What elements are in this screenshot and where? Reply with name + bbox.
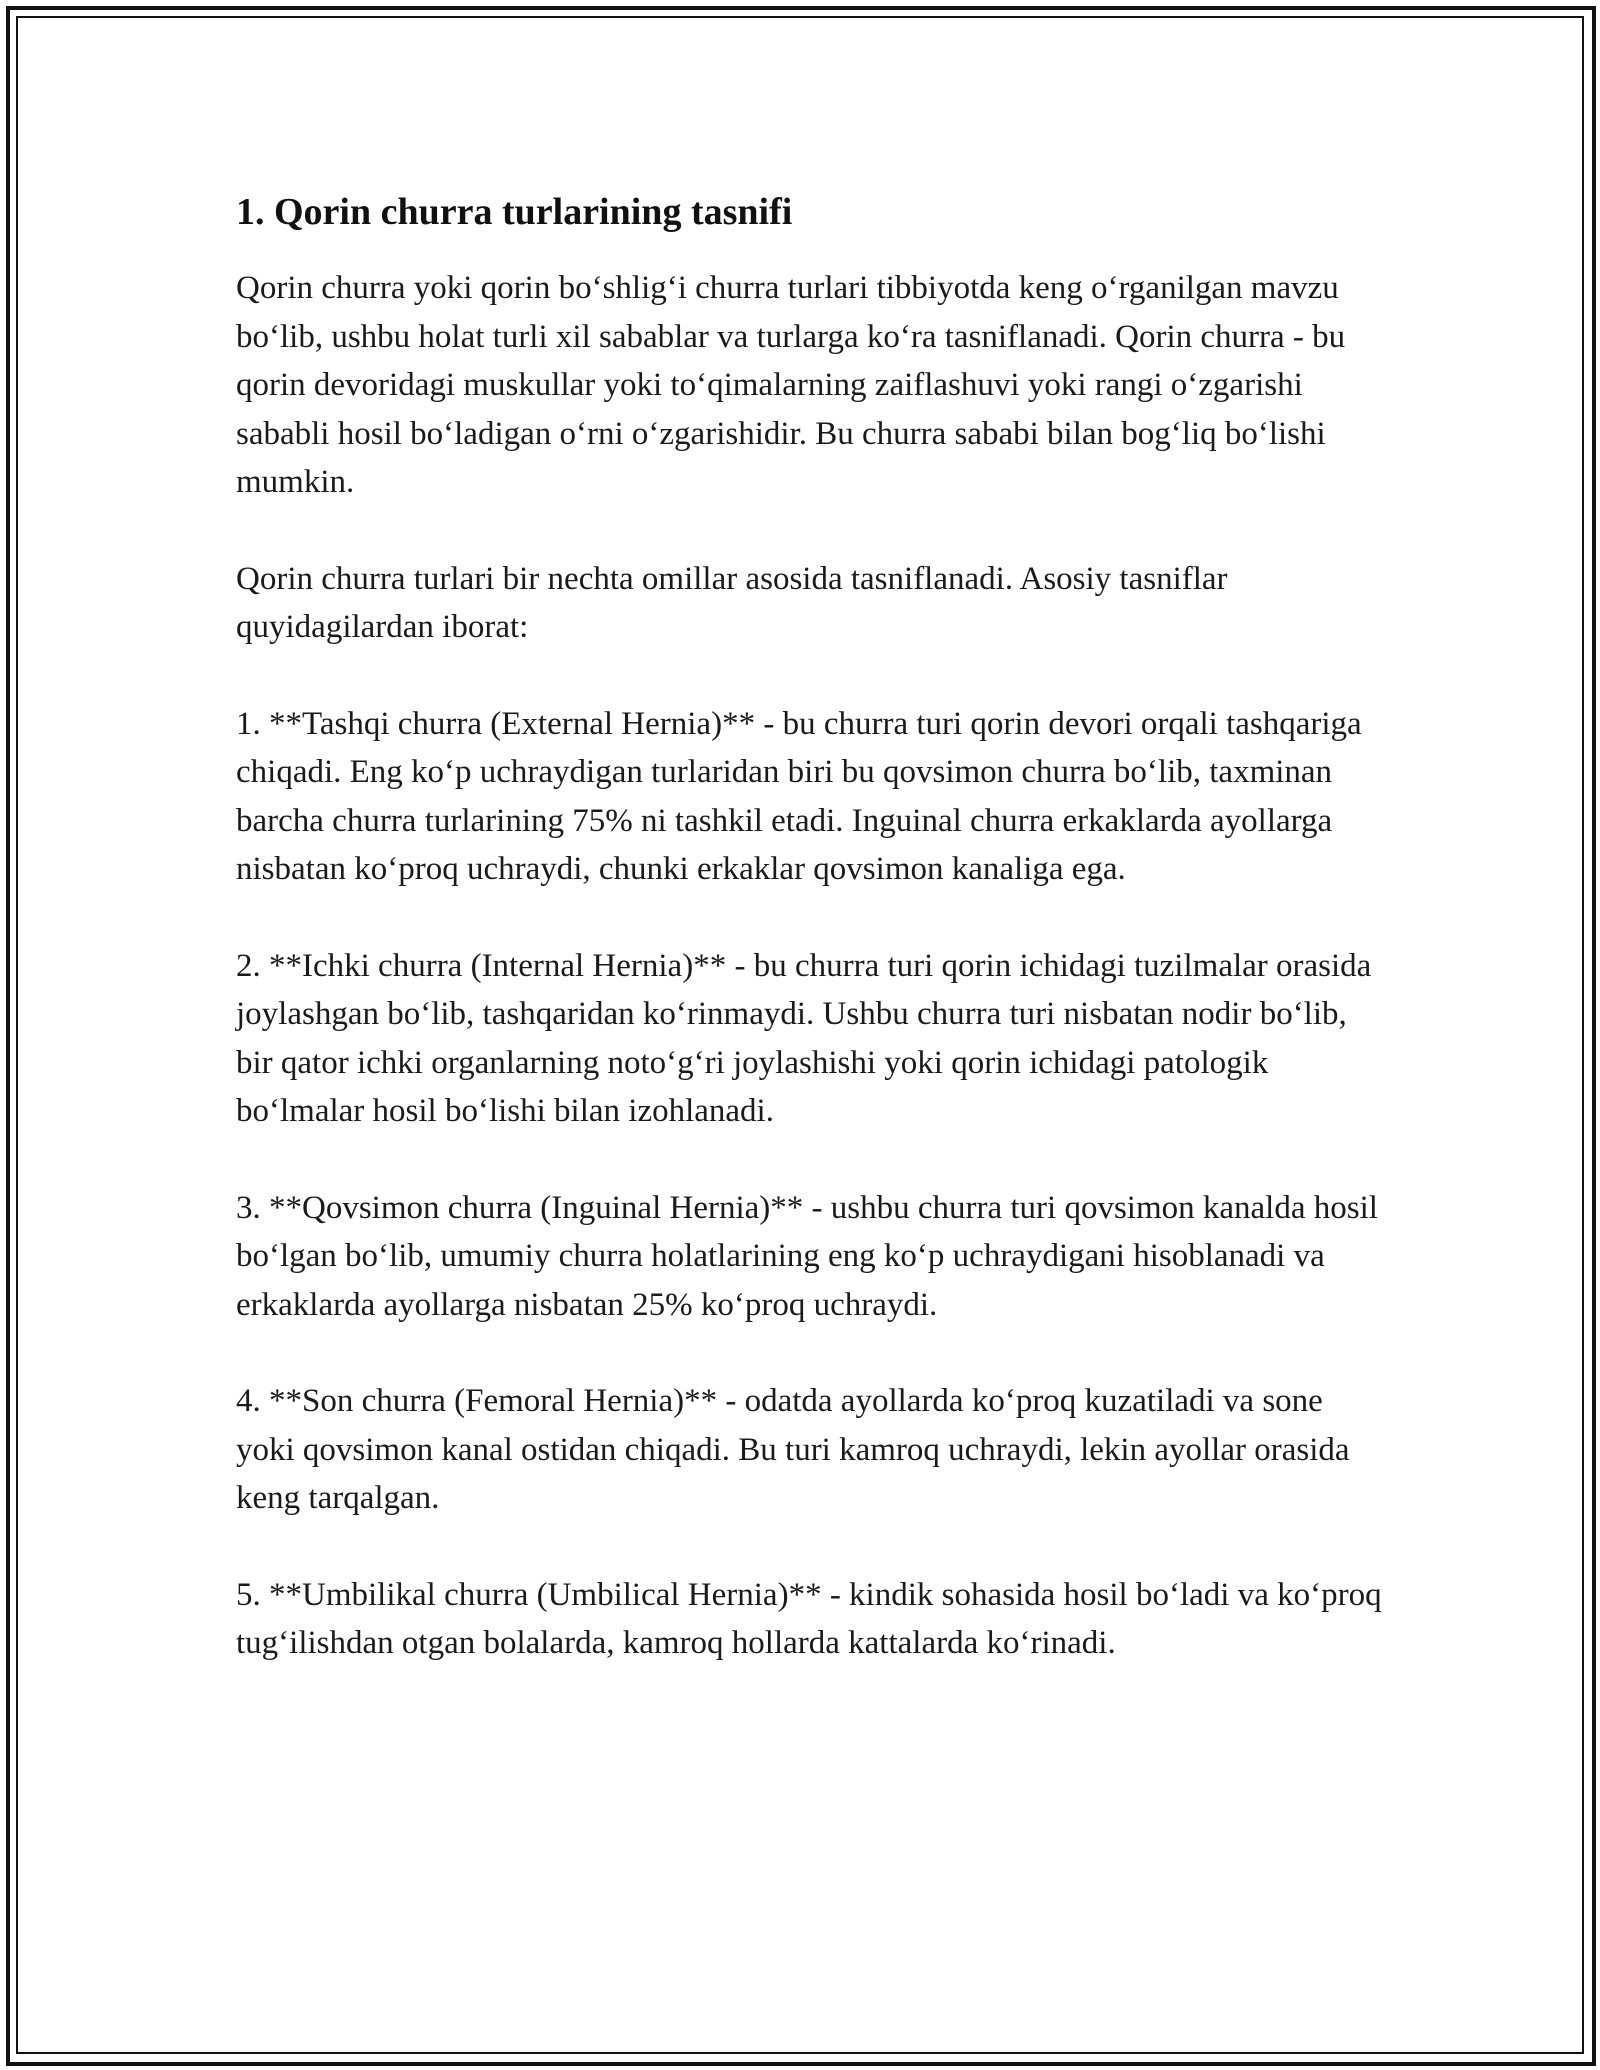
list-item-umbilical-hernia: 5. **Umbilikal churra (Umbilical Hernia)** - kindik sohasida hosil bo‘ladi va ko‘proq tug‘ilishdan otgan bolalarda, kamroq hollarda kattalarda ko‘rinadi.	[236, 1576, 1382, 1661]
list-item-inguinal-hernia: 3. **Qovsimon churra (Inguinal Hernia)** - ushbu churra turi qovsimon kanalda hosil bo‘lgan bo‘lib, umumiy churra holatlarining eng ko‘p uchraydigani hisoblanadi va erkaklarda ayollarga nisbatan 25% ko‘proq uchraydi.	[236, 1189, 1378, 1323]
list-item-external-hernia: 1. **Tashqi churra (External Hernia)** - bu churra turi qorin devori orqali tashqariga chiqadi. Eng ko‘p uchraydigan turlaridan biri bu qovsimon churra bo‘lib, taxminan barcha churra turlarining 75% ni tashkil etadi. Inguinal churra erkaklarda ayollarga nisbatan ko‘proq uchraydi, chunki erkaklar qovsimon kanaliga ega.	[236, 705, 1362, 887]
paragraph-intro: Qorin churra yoki qorin bo‘shlig‘i churra turlari tibbiyotda keng o‘rganilgan mavzu bo‘lib, ushbu holat turli xil sabablar va turlarga ko‘ra tasniflanadi. Qorin churra - bu qorin devoridagi muskullar yoki to‘qimalarning zaiflashuvi yoki rangi o‘zgarishi sababli hosil bo‘ladigan o‘rni o‘zgarishidir. Bu churra sababi bilan bog‘liq bo‘lishi mumkin.	[236, 270, 1346, 500]
list-item-femoral-hernia: 4. **Son churra (Femoral Hernia)** - odatda ayollarda ko‘proq kuzatiladi va sone yoki qovsimon kanal ostidan chiqadi. Bu turi kamroq uchraydi, lekin ayollar orasida keng tarqalgan.	[236, 1383, 1350, 1516]
document-body	[236, 186, 1386, 1716]
section-heading: 1. Qorin churra turlarining tasnifi	[236, 191, 793, 233]
list-item-internal-hernia: 2. **Ichki churra (Internal Hernia)** - bu churra turi qorin ichidagi tuzilmalar orasida joylashgan bo‘lib, tashqaridan ko‘rinmaydi. Ushbu churra turi nisbatan nodir bo‘lib, bir qator ichki organlarning noto‘g‘ri joylashishi yoki qorin ichidagi patologik bo‘lmalar hosil bo‘lishi bilan izohlanadi.	[236, 947, 1372, 1129]
paragraph-classification-lead: Qorin churra turlari bir nechta omillar asosida tasniflanadi. Asosiy tasniflar quyidagilardan iborat:	[236, 560, 1228, 645]
